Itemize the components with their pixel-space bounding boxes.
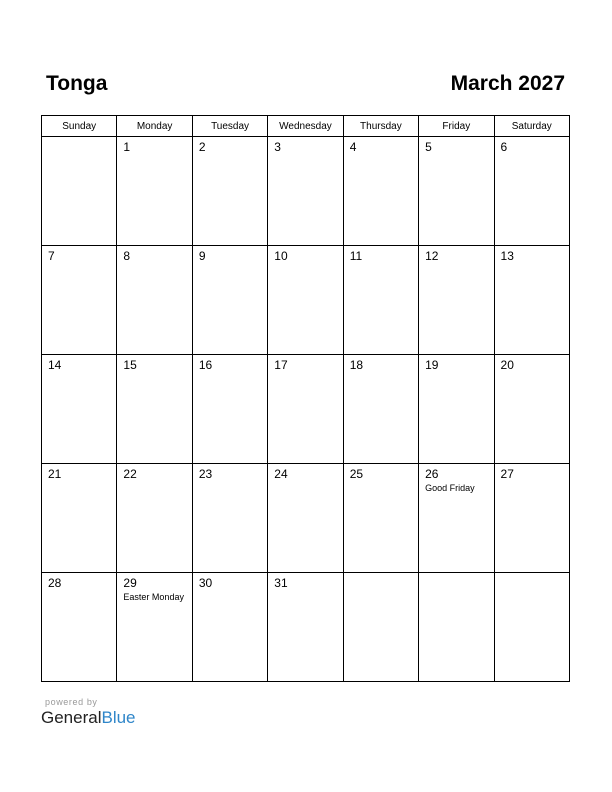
day-cell [343,137,418,246]
day-cell [494,573,569,682]
day-cell [268,573,343,682]
day-number: 15 [123,358,137,372]
day-cell [42,355,117,464]
day-cell [192,464,267,573]
weekday-header: Tuesday [192,116,267,137]
day-number: 10 [274,249,288,263]
day-cell [117,246,192,355]
day-cell [117,573,192,682]
day-cell [343,464,418,573]
day-number: 16 [198,358,213,372]
powered-by-text: powered by [45,697,98,707]
day-cell [192,573,267,682]
day-number: 12 [425,249,439,263]
weekday-header-row [42,116,570,137]
day-cell [192,355,267,464]
day-cell [42,137,117,246]
day-cell [268,137,343,246]
day-cell [343,355,418,464]
day-number: 30 [198,576,213,590]
day-cell [192,246,267,355]
day-cell [268,355,343,464]
day-cell [419,355,494,464]
day-number: 17 [274,358,288,372]
week-row [42,246,570,355]
weekday-header: Wednesday [268,116,343,137]
weekday-header: Monday [117,116,192,137]
day-number: 22 [123,467,137,481]
day-cell [494,137,569,246]
week-row [42,355,570,464]
day-number: 27 [500,467,514,481]
day-cell [42,464,117,573]
day-number: 5 [425,140,432,154]
day-cell [494,246,569,355]
day-cell [117,137,192,246]
day-cell [268,246,343,355]
day-number: 3 [274,140,281,154]
day-cell [419,464,494,573]
day-number: 11 [349,249,363,263]
day-number: 23 [198,467,213,481]
day-number: 20 [500,358,514,372]
day-number: 8 [123,249,131,263]
day-number: 2 [198,140,206,154]
day-cell [343,246,418,355]
weekday-header: Friday [419,116,494,137]
calendar-grid [41,115,570,682]
holiday-label: Easter Monday [123,592,184,602]
day-number: 25 [349,467,364,481]
day-cell [419,246,494,355]
generalblue-logo [41,708,136,728]
month-title: March 2027 [450,72,565,95]
day-number: 18 [349,358,364,372]
day-cell [42,573,117,682]
day-number: 9 [198,249,206,263]
week-row [42,573,570,682]
day-number: 21 [48,467,62,481]
week-row [42,464,570,573]
weekday-header: Thursday [343,116,418,137]
day-number: 24 [274,467,288,481]
day-number: 19 [425,358,439,372]
day-cell [419,573,494,682]
day-number: 1 [123,140,131,154]
day-cell [117,355,192,464]
day-cell [494,464,569,573]
brand-part-blue: Blue [101,708,136,727]
day-cell [117,464,192,573]
week-row [42,137,570,246]
day-number: 31 [274,576,288,590]
weekday-header: Sunday [42,116,117,137]
day-number: 29 [123,576,137,590]
day-number: 28 [48,576,62,590]
holiday-label: Good Friday [425,483,475,493]
day-cell [343,573,418,682]
brand-part-general: General [41,708,102,727]
day-number: 7 [48,249,55,263]
day-cell [192,137,267,246]
day-number: 6 [500,140,508,154]
day-cell [494,355,569,464]
day-cell [268,464,343,573]
day-number: 4 [349,140,357,154]
country-title: Tonga [46,72,108,95]
weekday-header: Saturday [494,116,569,137]
day-cell [419,137,494,246]
day-number: 26 [425,467,439,481]
day-number: 14 [48,358,62,372]
day-cell [42,246,117,355]
day-number: 13 [500,249,514,263]
